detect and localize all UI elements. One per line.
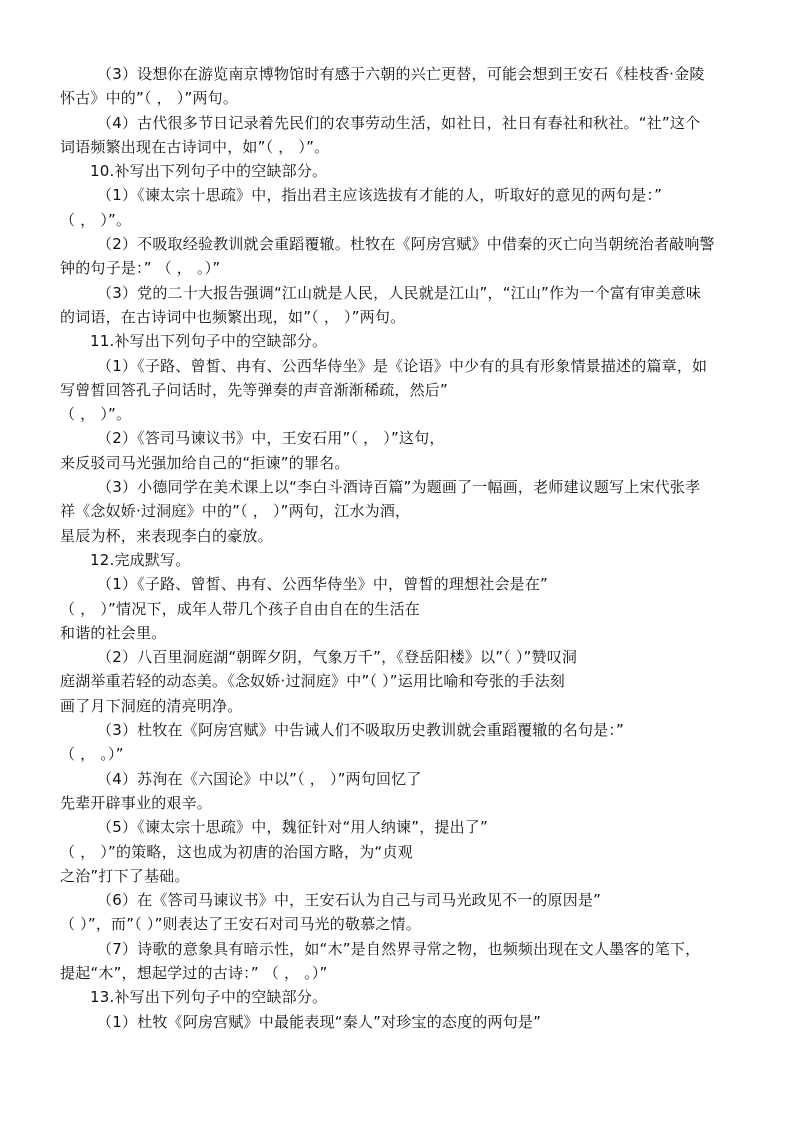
text-line: 祥《念奴娇·过洞庭》中的”（ ， ）”两句，江水为酒，	[60, 502, 411, 521]
text-line: （ ， 。）”	[60, 745, 124, 764]
text-line: （4）古代很多节日记录着先民们的农事劳动生活，如社日，社日有春社和秋社。“社”这个	[97, 113, 701, 132]
text-line: 庭湖举重若轻的动态美。《念奴娇·过洞庭》中”（ ）”运用比喻和夸张的手法刻	[60, 672, 565, 691]
text-line: 画了月下洞庭的清亮明净。	[60, 696, 243, 715]
text-line: （3）设想你在游览南京博物馆时有感于六朝的兴亡更替，可能会想到王安石《桂枝香·金陵	[97, 65, 705, 83]
document-page	[60, 62, 734, 1034]
text-line: （ ）”，而”（ ）”则表达了王安石对司马光的敬慕之情。	[60, 915, 421, 934]
text-line: 提起“木”，想起学过的古诗：” （ ， 。）”	[60, 963, 328, 982]
text-line: 怀古》中的”（ ， ）”两句。	[60, 89, 239, 108]
question-heading: 13.补写出下列句子中的空缺部分。	[90, 988, 328, 1007]
text-line: 词语频繁出现在古诗词中，如”（ ， ）”。	[60, 137, 330, 156]
text-line: 和谐的社会里。	[60, 623, 167, 642]
text-line: 先辈开辟事业的艰辛。	[60, 793, 213, 812]
document-body	[60, 62, 734, 1034]
text-line: 钟的句子是：” （ ， 。）”	[60, 259, 221, 278]
text-line: （2）不吸取经验教训就会重蹈覆辙。杜牧在《阿房宫赋》中借秦的灭亡向当朝统治者敲响警	[97, 235, 715, 254]
text-line: （3）小德同学在美术课上以“李白斗酒诗百篇”为题画了一幅画，老师建议题写上宋代张孝	[97, 478, 701, 497]
text-line: （ ， ）”。	[60, 405, 132, 424]
text-line: 之治”打下了基础。	[60, 866, 190, 885]
text-line: （7）诗歌的意象具有暗示性，如“木”是自然界寻常之物，也频频出现在文人墨客的笔下，	[97, 939, 701, 958]
text-line: （4）苏洵在《六国论》中以”（ ， ）”两句回忆了	[97, 769, 422, 788]
text-line: （3）党的二十大报告强调“江山就是人民，人民就是江山”，“江山”作为一个富有审美意味	[97, 283, 702, 302]
text-line: 来反驳司马光强加给自己的“拒谏”的罪名。	[60, 453, 350, 472]
text-line: （ ， ）”情况下，成年人带几个孩子自由自在的生活在	[60, 599, 421, 618]
question-heading: 11.补写出下列句子中的空缺部分。	[90, 332, 328, 351]
text-line: （5）《谏太宗十思疏》中，魏征针对“用人纳谏”，提出了”	[97, 818, 488, 837]
text-line: （ ， ）”。	[60, 210, 132, 229]
text-line: （ ， ）”的策略，这也成为初唐的治国方略，为“贞观	[60, 842, 413, 861]
text-line: 星辰为杯，来表现李白的豪放。	[60, 526, 273, 545]
text-line: （2）八百里洞庭湖“朝晖夕阴，气象万千”，《登岳阳楼》以”（ ）”赞叹洞	[97, 648, 578, 667]
text-line: （2）《答司马谏议书》中，王安石用”（ ， ）”这句，	[97, 429, 445, 448]
text-line: （6）在《答司马谏议书》中，王安石认为自己与司马光政见不一的原因是”	[97, 891, 602, 910]
text-line: 的词语，在古诗词中也频繁出现，如”（ ， ）”两句。	[60, 307, 406, 326]
text-line: （1）《子路、曾皙、冉有、公西华侍坐》是《论语》中少有的具有形象情景描述的篇章，如	[97, 356, 708, 375]
text-line: 写曾皙回答孔子问话时，先等弹奏的声音渐渐稀疏，然后”	[60, 380, 448, 399]
text-line: （1）《谏太宗十思疏》中，指出君主应该选拔有才能的人，听取好的意见的两句是：”	[97, 186, 663, 205]
question-heading: 10.补写出下列句子中的空缺部分。	[90, 162, 328, 181]
text-line: （3）杜牧在《阿房宫赋》中告诫人们不吸取历史教训就会重蹈覆辙的名句是：”	[97, 721, 625, 740]
text-line: （1）杜牧《阿房宫赋》中最能表现“秦人”对珍宝的态度的两句是”	[97, 1012, 542, 1031]
text-line: （1）《子路、曾皙、冉有、公西华侍坐》中，曾皙的理想社会是在”	[97, 575, 549, 594]
question-heading: 12.完成默写。	[90, 550, 191, 569]
